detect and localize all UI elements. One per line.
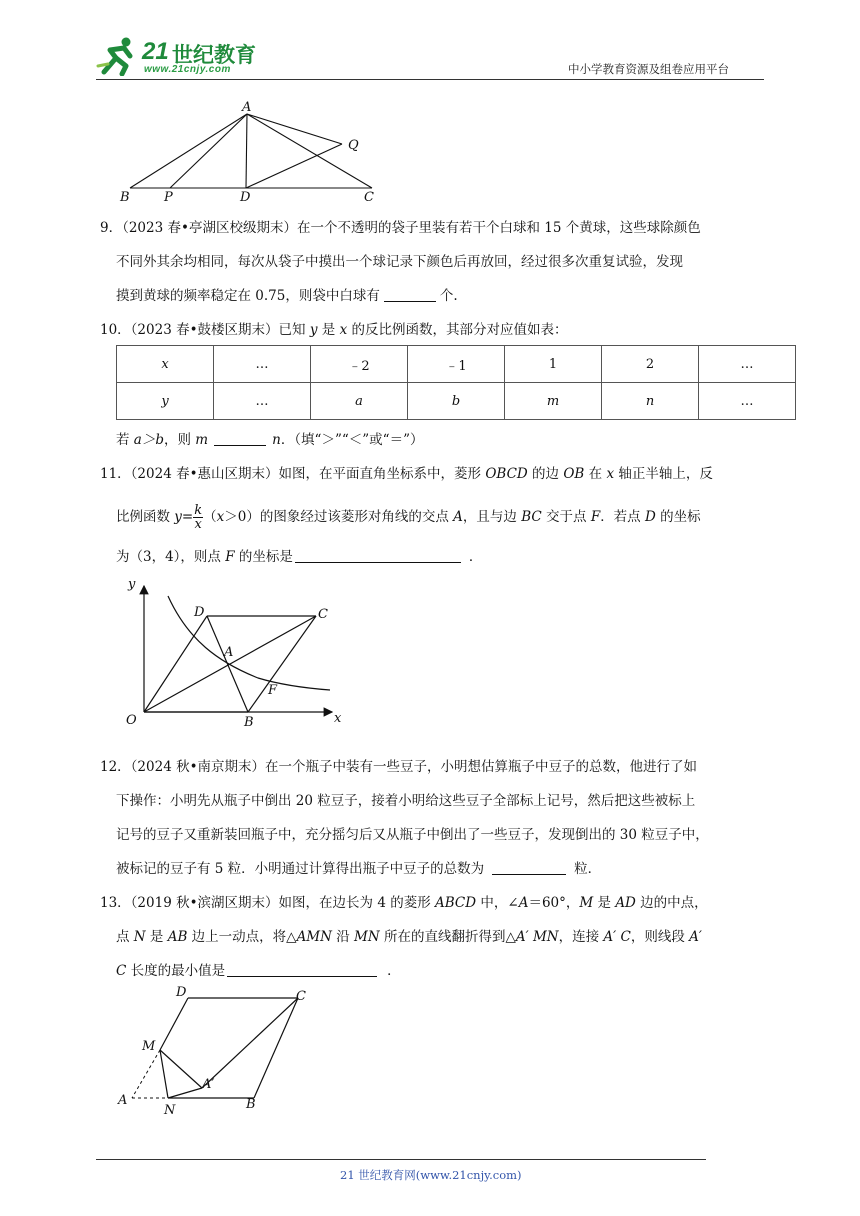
table-cell: y — [117, 383, 214, 420]
figure-triangle-abc — [110, 100, 390, 206]
figure-rhombus-fold — [112, 986, 322, 1120]
logo-url: www.21cnjy.com — [144, 64, 231, 75]
q10-line-1: 10．（2023 春•鼓楼区期末）已知 y 是 x 的反比例函数，其部分对应值如表： — [100, 322, 568, 338]
label-b: B — [246, 1097, 256, 1112]
table-cell: n — [602, 383, 699, 420]
answer-blank — [384, 287, 436, 302]
table-cell: 2 — [602, 346, 699, 383]
answer-blank — [214, 431, 266, 446]
q9-line-3: 摸到黄球的频率稳定在 0.75，则袋中白球有 个. — [116, 288, 458, 304]
table-cell: … — [214, 346, 311, 383]
q11-line-3: 为（3，4），则点 F 的坐标是 ． — [116, 549, 483, 565]
q11-line-2: 比例函数 y= $\frac{k}{x}$ （x＞0）的图象经过该菱形对角线的交点 A，且与边 BC 交于点 F．若点 D 的坐标 — [116, 503, 701, 532]
label-b: B — [244, 715, 254, 730]
logo-number: 21 — [142, 38, 169, 65]
axis-label-x: x — [334, 711, 342, 726]
label-o: O — [126, 713, 137, 728]
q12-line-1: 12．（2024 秋•南京期末）在一个瓶子中装有一些豆子，小明想估算瓶子中豆子的总数，他进行了如 — [100, 759, 698, 775]
runner-logo-icon — [96, 36, 140, 76]
header-platform-text: 中小学教育资源及组卷应用平台 — [568, 62, 729, 76]
q10-after-line: 若 a＞b，则 m n．（填“＞”“＜”或“＝”） — [116, 432, 424, 448]
label-a: A — [242, 100, 252, 115]
q12-line-3: 记号的豆子又重新装回瓶子中，充分摇匀后又从瓶子中倒出了一些豆子，发现倒出的 30 粒豆子中， — [116, 827, 709, 843]
label-m: M — [142, 1039, 156, 1054]
answer-blank — [227, 962, 377, 977]
header-divider — [96, 79, 764, 80]
table-cell: a — [311, 383, 408, 420]
axis-label-y: y — [128, 577, 136, 592]
table-cell: 1 — [505, 346, 602, 383]
label-a-prime: A′ — [202, 1077, 215, 1092]
table-cell: … — [699, 383, 796, 420]
label-c: C — [318, 607, 328, 622]
logo-text: 世纪教育 — [172, 43, 256, 67]
answer-blank — [295, 548, 461, 563]
q13-line-2: 点 N 是 AB 边上一动点，将△AMN 沿 MN 所在的直线翻折得到△A′ MN，连接 A′ C，则线段 A′ — [116, 929, 702, 945]
q11-line-1: 11．（2024 春•惠山区期末）如图，在平面直角坐标系中，菱形 OBCD 的边 OB 在 x 轴正半轴上，反 — [100, 466, 713, 482]
q9-line-2: 不同外其余均相同，每次从袋子中摸出一个球记录下颜色后再放回，经过很多次重复试验，发现 — [116, 254, 683, 270]
q13-line-1: 13．（2019 秋•滨湖区期末）如图，在边长为 4 的菱形 ABCD 中，∠A＝60°，M 是 AD 边的中点， — [100, 895, 708, 911]
table-cell: ﹣2 — [311, 346, 408, 383]
label-c: C — [364, 190, 374, 205]
table-cell: m — [505, 383, 602, 420]
table-row — [117, 346, 796, 383]
label-p: P — [164, 190, 173, 205]
value-table — [116, 345, 796, 420]
table-cell: x — [117, 346, 214, 383]
label-d: D — [240, 190, 251, 205]
label-c: C — [296, 989, 306, 1004]
footer-divider — [96, 1159, 706, 1160]
table-cell: … — [699, 346, 796, 383]
label-q: Q — [348, 138, 359, 153]
label-d: D — [176, 986, 187, 1000]
table-cell: … — [214, 383, 311, 420]
fraction-k-over-x: $\frac{k}{x}$ — [194, 503, 203, 532]
table-cell: ﹣1 — [408, 346, 505, 383]
figure-rhombus-coordinate — [118, 574, 348, 730]
answer-blank — [492, 860, 566, 875]
q12-line-4: 被标记的豆子有 5 粒．小明通过计算得出瓶子中豆子的总数为 粒． — [116, 861, 602, 877]
q9-line-1: 9．（2023 春•亭湖区校级期末）在一个不透明的袋子里装有若干个白球和 15 个黄球，这些球除颜色 — [100, 220, 701, 236]
label-n: N — [164, 1103, 176, 1118]
footer-text: 21 世纪教育网(www.21cnjy.com) — [340, 1168, 522, 1182]
label-f: F — [268, 683, 278, 698]
q13-line-3: C 长度的最小值是 ． — [116, 963, 401, 979]
q12-line-2: 下操作：小明先从瓶子中倒出 20 粒豆子，接着小明给这些豆子全部标上记号，然后把这些被标上 — [116, 793, 696, 809]
label-d: D — [194, 605, 205, 620]
header-logo — [96, 36, 276, 78]
table-row — [117, 383, 796, 420]
label-a: A — [224, 645, 234, 660]
label-b: B — [120, 190, 130, 205]
table-cell: b — [408, 383, 505, 420]
label-a: A — [118, 1093, 128, 1108]
